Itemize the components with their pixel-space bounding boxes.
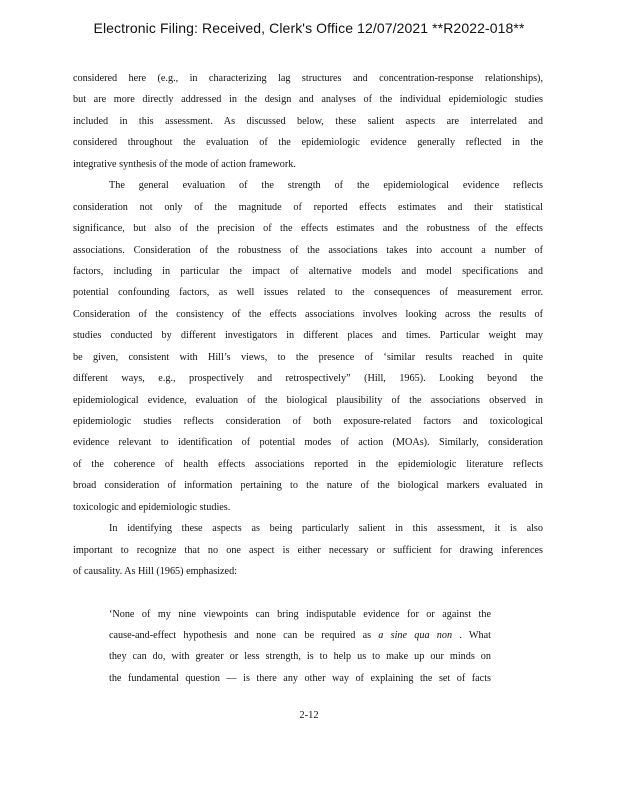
- quote-italic-text: a sine qua non: [378, 629, 453, 641]
- text-line: significance, but also of the precision of the effects estimates and the robustness of the effects: [73, 223, 543, 235]
- text-line: consideration not only of the magnitude of reported effects estimates and their statistical: [73, 201, 543, 213]
- text-line: In identifying these aspects as being particularly salient in this assessment, it is also: [109, 523, 543, 535]
- text-line: integrative synthesis of the mode of action framework.: [73, 158, 296, 170]
- text-line: studies conducted by different investigators in different places and times. Particular weight may: [73, 330, 543, 342]
- text-line: of causality. As Hill (1965) emphasized:: [73, 566, 237, 578]
- spacer: [73, 583, 543, 604]
- quote-text: ‘None of my nine viewpoints can bring indisputable evidence for or against the: [109, 608, 491, 620]
- text-line: Consideration of the consistency of the effects associations involves looking across the results of: [73, 308, 543, 320]
- text-line: but are more directly addressed in the design and analyses of the individual epidemiologic studies: [73, 94, 543, 106]
- text-line: The general evaluation of the strength of the epidemiological evidence reflects: [109, 180, 543, 192]
- text-line: be given, consistent with Hill’s views, to the presence of ‘similar results reached in quite: [73, 351, 543, 363]
- text-line: of the coherence of health effects associations reported in the epidemiologic literature reflects: [73, 458, 543, 470]
- text-line: broad consideration of information pertaining to the nature of the biological markers evaluated in: [73, 480, 543, 492]
- quote-text: the fundamental question — is there any other way of explaining the set of facts: [109, 672, 491, 684]
- electronic-filing-header: Electronic Filing: Received, Clerk's Office 12/07/2021 **R2022-018**: [93, 20, 525, 36]
- text-line: toxicologic and epidemiologic studies.: [73, 501, 231, 513]
- text-line: associations. Consideration of the robustness of the associations takes into account a number of: [73, 244, 543, 256]
- block-quote: [73, 604, 491, 690]
- quote-text: cause-and-effect hypothesis and none can be required as: [109, 629, 379, 641]
- text-line: potential confounding factors, as well issues related to the consequences of measurement error.: [73, 287, 543, 299]
- text-line: considered throughout the evaluation of the epidemiologic evidence generally reflected in the: [73, 137, 543, 149]
- text-line: evidence relevant to identification of potential modes of action (MOAs). Similarly, consideration: [73, 437, 543, 449]
- quote-line: [109, 668, 491, 689]
- text-line: considered here (e.g., in characterizing lag structures and concentration-response relationships),: [73, 73, 543, 84]
- text-line: important to recognize that no one aspect is either necessary or sufficient for drawing inferences: [73, 544, 543, 556]
- text-line: different ways, e.g., prospectively and retrospectively” (Hill, 1965). Looking beyond the: [73, 373, 543, 385]
- text-line: epidemiologic studies reflects consideration of both exposure-related factors and toxicological: [73, 416, 543, 427]
- body-text: [73, 68, 543, 689]
- text-line: epidemiological evidence, evaluation of the biological plausibility of the associations observed in: [73, 394, 543, 406]
- paragraph-3: [73, 518, 543, 582]
- paragraph-2: [73, 175, 543, 518]
- paragraph-1: [73, 68, 543, 175]
- quote-line: [109, 625, 491, 646]
- quote-text: . What: [452, 629, 491, 641]
- quote-line: [109, 604, 491, 625]
- text-line: included in this assessment. As discussed below, these salient aspects are interrelated and: [73, 115, 543, 127]
- page-number: 2-12: [299, 710, 319, 721]
- quote-line: [109, 646, 491, 667]
- text-line: factors, including in particular the impact of alternative models and model specifications and: [73, 265, 543, 277]
- quote-text: they can do, with greater or less strength, is to help us to make up our minds on: [109, 651, 491, 663]
